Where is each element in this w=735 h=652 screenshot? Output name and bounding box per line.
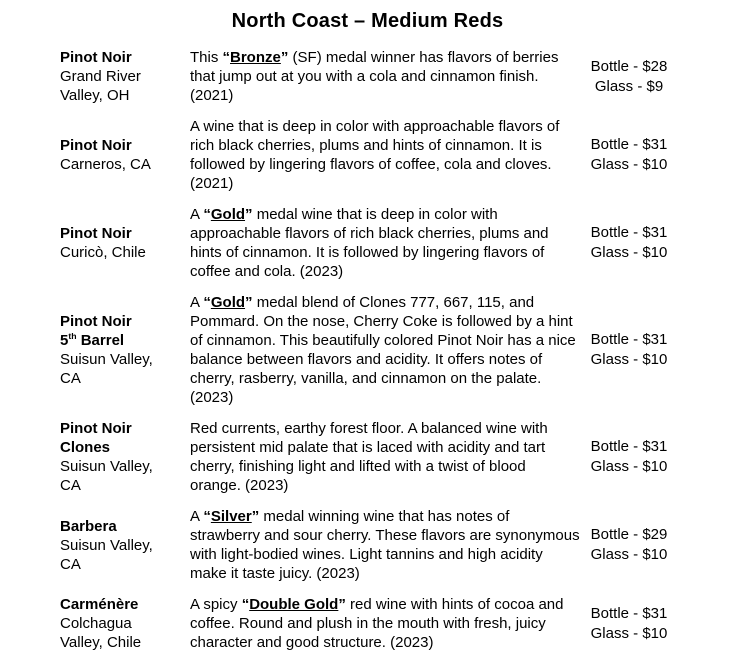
wine-name-block — [60, 595, 185, 652]
text-segment: Pinot Noir — [60, 420, 132, 437]
bottle-price: Bottle - $31 — [590, 331, 668, 348]
wine-name-line — [60, 86, 185, 105]
text-segment: Pinot Noir — [60, 49, 132, 66]
wine-row — [0, 205, 735, 281]
text-segment: Curicò, Chile — [60, 244, 146, 261]
text-segment: (SF) medal winner has flavors of berries that jump out at you with a cola and cinnamon finish. (2021) — [190, 49, 559, 104]
glass-price: Glass - $10 — [590, 624, 668, 642]
text-segment: Suisun Valley, — [60, 351, 153, 368]
bottle-price: Bottle - $31 — [590, 438, 668, 455]
wine-name-line — [60, 536, 185, 555]
glass-price: Glass - $9 — [594, 77, 664, 95]
wine-name-line — [60, 243, 185, 262]
text-segment: Suisun Valley, — [60, 458, 153, 475]
text-segment: 5 — [60, 332, 69, 349]
wine-row — [0, 48, 735, 105]
text-segment: Grand River — [60, 68, 141, 85]
wine-name-block — [60, 419, 185, 495]
text-segment: Red currents, earthy forest floor. A balanced wine with persistent mid palate that is laced with acidity and tart cherry, finishing light and lifted with a twist of blood orange. (2023) — [190, 420, 548, 494]
wine-name-block — [60, 224, 185, 262]
wine-prices — [581, 525, 677, 565]
text-segment: Gold — [210, 294, 246, 311]
text-segment: “ — [222, 49, 231, 66]
wine-list — [0, 48, 735, 652]
text-segment: ” — [338, 596, 346, 613]
wine-row — [0, 293, 735, 407]
wine-name-line — [60, 438, 185, 457]
text-segment: th — [68, 331, 77, 341]
text-segment: Gold — [210, 206, 246, 223]
wine-name-line — [60, 595, 185, 614]
text-segment: medal blend of Clones 777, 667, 115, and Pommard. On the nose, Cherry Coke is followed by a hint of cinnamon. This beautifully colored Pinot Noir has a nice balance between flavors and acidity. It offers notes of cherry, rasberry, vanilla, and cinnamon on the palate. (2023) — [190, 294, 576, 406]
wine-prices — [581, 57, 677, 97]
wine-row — [0, 595, 735, 652]
text-segment: ” — [251, 508, 260, 525]
wine-name-line — [60, 369, 185, 388]
bottle-price: Bottle - $29 — [590, 526, 668, 543]
text-segment: A — [190, 294, 204, 311]
wine-prices — [581, 135, 677, 175]
wine-name-line — [60, 331, 185, 350]
text-segment: “ — [203, 508, 211, 525]
text-segment: CA — [60, 555, 81, 573]
text-segment: Clones — [60, 439, 111, 456]
text-segment: Valley, OH — [60, 87, 130, 104]
wine-prices — [581, 604, 677, 644]
wine-name-line — [60, 457, 185, 476]
text-segment: Pinot Noir — [60, 225, 132, 242]
text-segment: Carneros, CA — [60, 156, 151, 173]
wine-name-line — [60, 136, 185, 155]
text-segment: Double Gold — [249, 596, 339, 613]
text-segment: Silver — [210, 508, 252, 525]
wine-prices — [581, 330, 677, 370]
glass-price: Glass - $10 — [590, 351, 668, 368]
text-segment: Colchagua — [60, 615, 132, 632]
text-segment: ” — [245, 206, 253, 223]
wine-name-line — [60, 517, 185, 536]
wine-row — [0, 117, 735, 193]
bottle-price: Bottle - $28 — [590, 57, 668, 75]
wine-description — [190, 595, 580, 652]
text-segment: This — [190, 49, 223, 66]
bottle-price: Bottle - $31 — [590, 604, 668, 622]
wine-row — [0, 419, 735, 495]
glass-price: Glass - $10 — [590, 546, 668, 563]
text-segment: A spicy — [190, 596, 242, 613]
text-segment: Barrel — [76, 332, 125, 349]
wine-description — [190, 507, 580, 583]
wine-description — [190, 419, 580, 495]
text-segment: ” — [280, 49, 289, 66]
wine-description — [190, 205, 580, 281]
glass-price: Glass - $10 — [590, 458, 668, 475]
bottle-price: Bottle - $31 — [590, 224, 668, 241]
bottle-price: Bottle - $31 — [590, 136, 668, 153]
wine-name-block — [60, 312, 185, 388]
wine-row — [0, 507, 735, 583]
text-segment: Bronze — [230, 49, 281, 66]
wine-name-line — [60, 555, 185, 574]
text-segment: Valley, Chile — [60, 634, 142, 651]
text-segment: “ — [203, 206, 211, 223]
wine-name-line — [60, 155, 185, 174]
text-segment: CA — [60, 370, 81, 387]
text-segment: medal winning wine that has notes of strawberry and sour cherry. These flavors are synonymous with light-bodied wines. Light tannins and high acidity make it taste juicy. (2023) — [190, 508, 580, 582]
wine-name-line — [60, 312, 185, 331]
text-segment: “ — [241, 596, 250, 613]
wine-name-line — [60, 224, 185, 243]
glass-price: Glass - $10 — [590, 156, 668, 173]
wine-name-line — [60, 350, 185, 369]
wine-description — [190, 48, 580, 105]
wine-description — [190, 117, 580, 193]
wine-name-line — [60, 614, 185, 633]
text-segment: Barbera — [60, 517, 117, 535]
text-segment: CA — [60, 477, 81, 494]
wine-name-line — [60, 476, 185, 495]
text-segment: Pinot Noir — [60, 137, 132, 154]
text-segment: A — [190, 206, 204, 223]
wine-prices — [581, 223, 677, 263]
wine-name-line — [60, 419, 185, 438]
wine-description — [190, 293, 580, 407]
text-segment: A wine that is deep in color with approachable flavors of rich black cherries, plums and hints of cinnamon. It is followed by lingering flavors of coffee, cola and cloves. (2021) — [190, 118, 560, 192]
text-segment: red wine with hints of cocoa and coffee. Round and plush in the mouth with fresh, juicy character and good structure. (2023) — [190, 596, 564, 651]
text-segment: ” — [245, 294, 253, 311]
text-segment: A — [190, 508, 204, 525]
glass-price: Glass - $10 — [590, 244, 668, 261]
wine-prices — [581, 437, 677, 477]
text-segment: “ — [203, 294, 211, 311]
wine-name-block — [60, 517, 185, 574]
wine-name-block — [60, 48, 185, 105]
wine-name-line — [60, 67, 185, 86]
wine-name-line — [60, 633, 185, 652]
text-segment: medal wine that is deep in color with approachable flavors of rich black cherries, plums and hints of cinnamon. It is followed by lingering flavors of coffee and cola. (2023) — [190, 206, 549, 280]
wine-name-line — [60, 48, 185, 67]
wine-name-block — [60, 136, 185, 174]
page-title: North Coast – Medium Reds — [231, 10, 504, 32]
text-segment: Carménère — [60, 596, 139, 613]
text-segment: Pinot Noir — [60, 313, 132, 330]
text-segment: Suisun Valley, — [60, 536, 153, 554]
